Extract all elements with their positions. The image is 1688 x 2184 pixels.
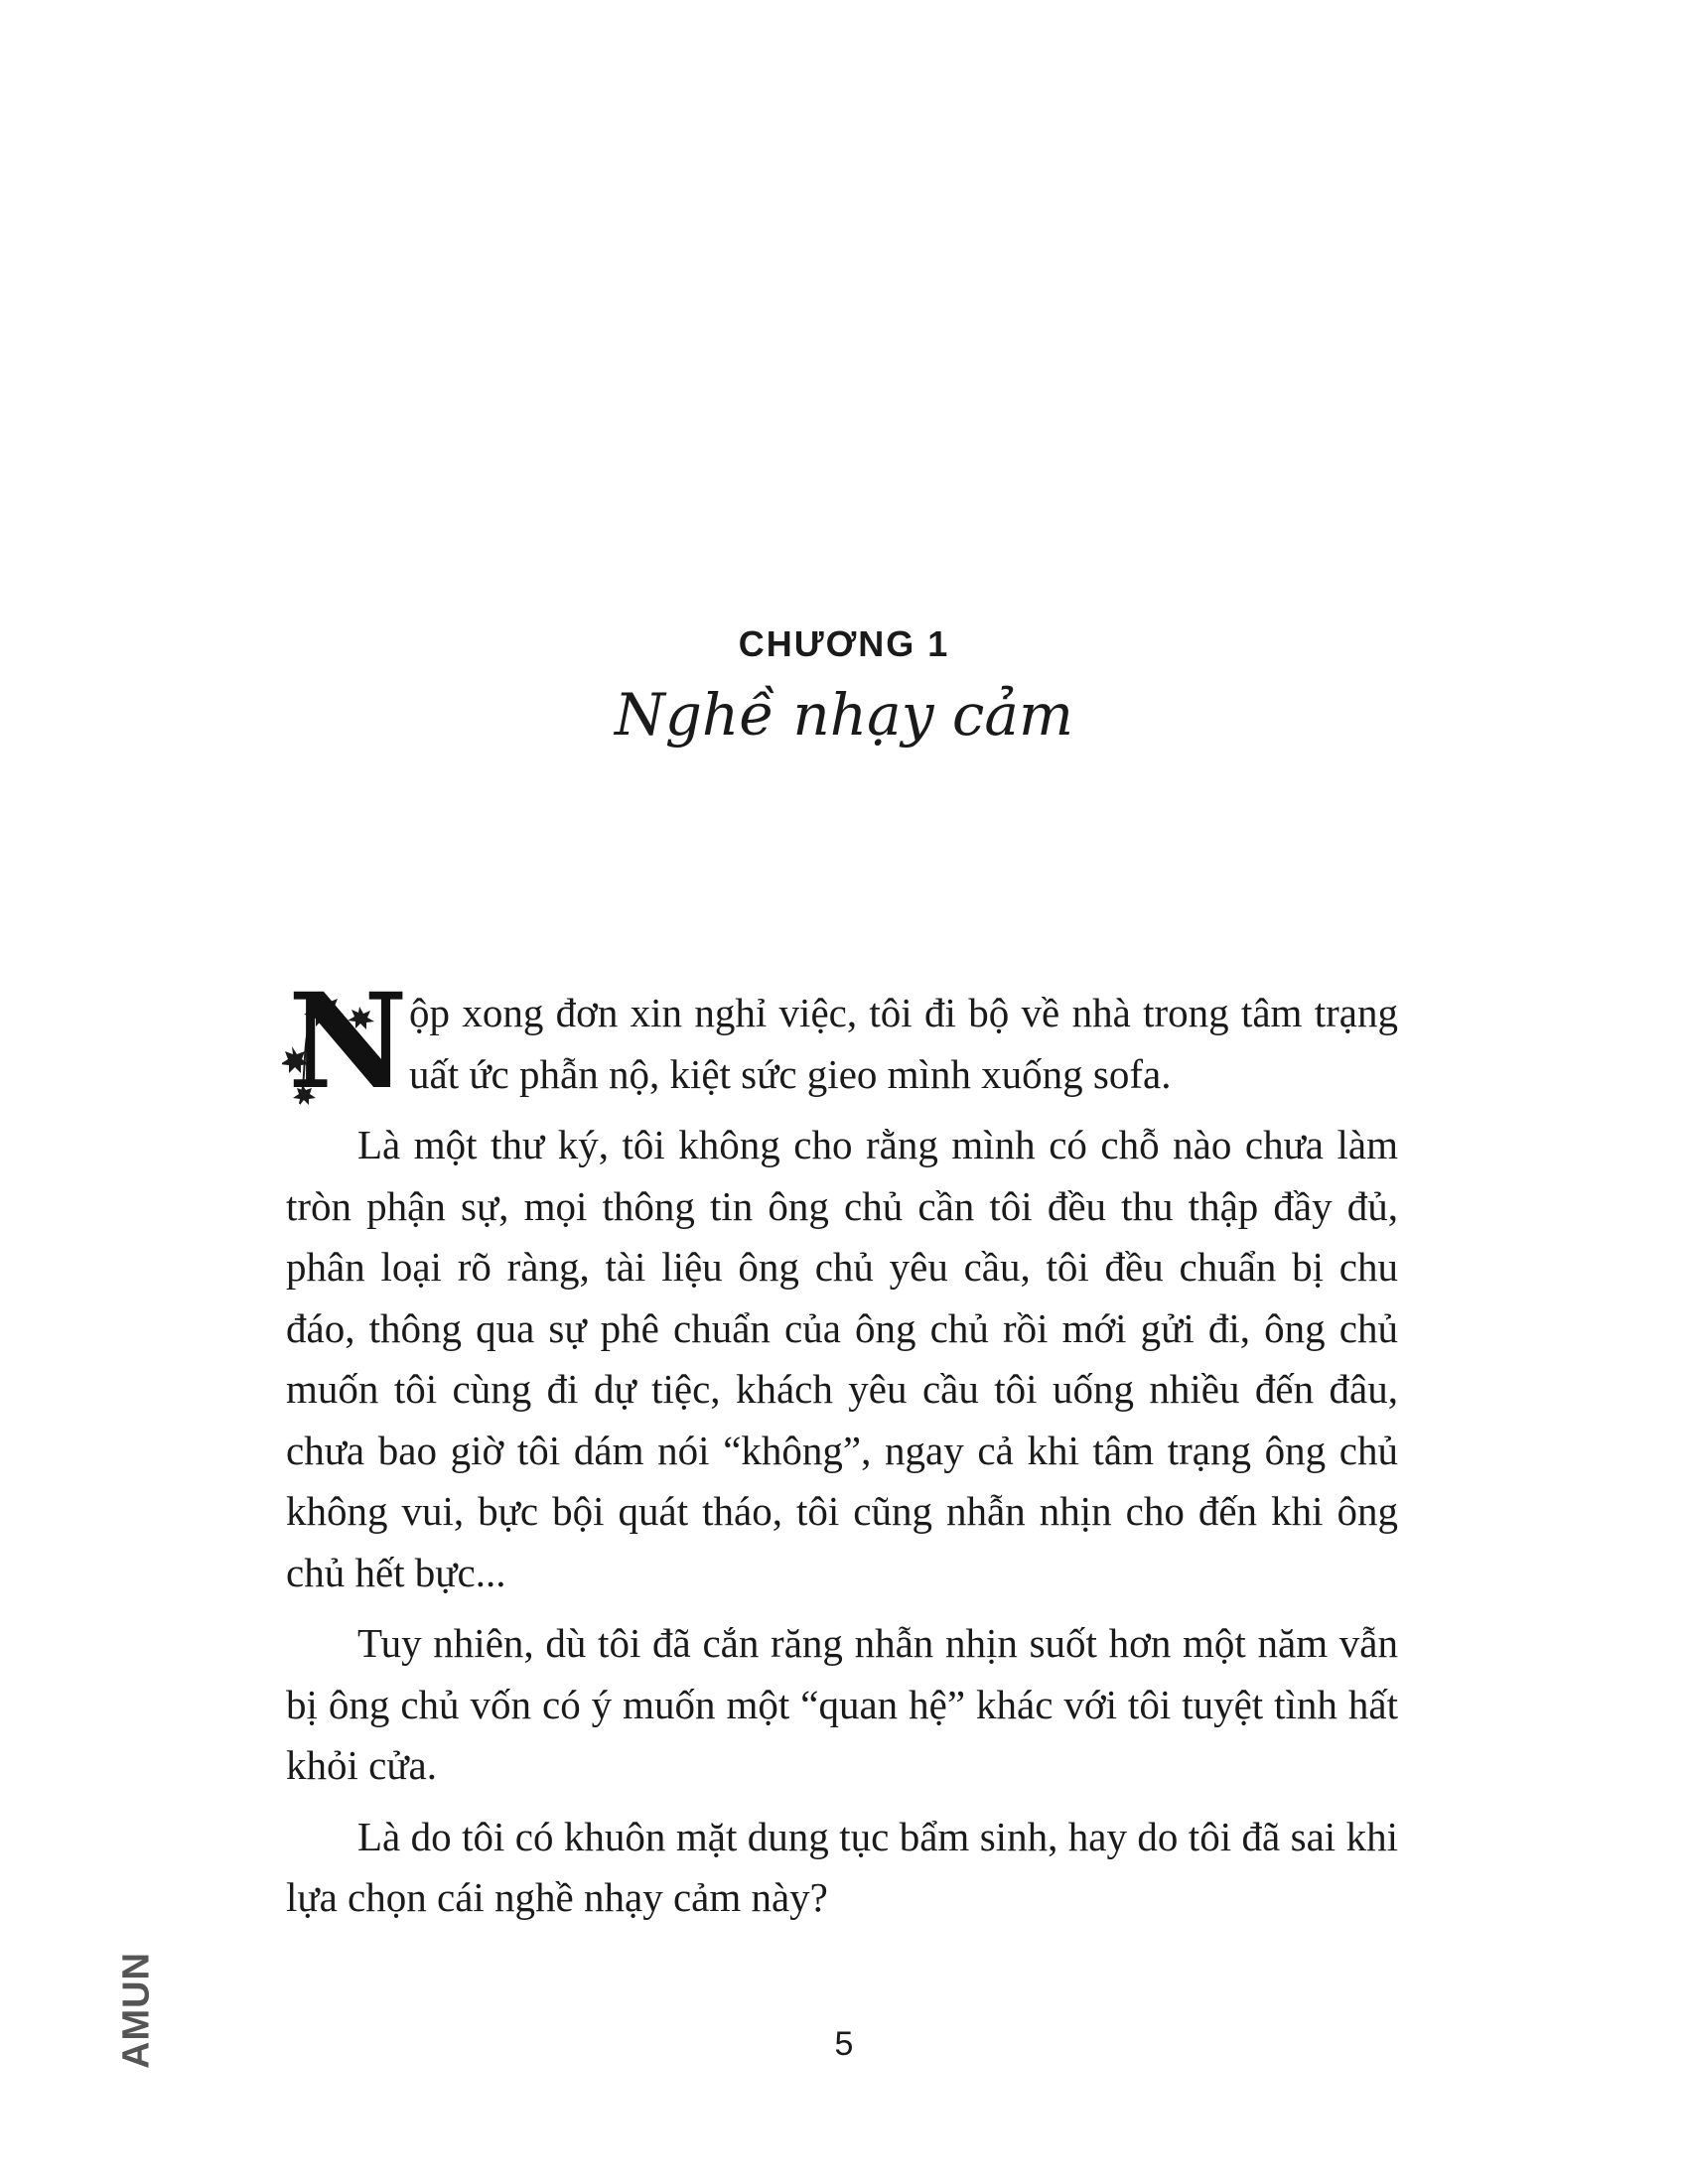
- publisher-name: AMUN: [115, 1952, 158, 2069]
- paragraph-2: Là một thư ký, tôi không cho rằng mình có chỗ nào chưa làm tròn phận sự, mọi thông tin ông chủ cần tôi đều thu thập đầy đủ, phân loại rõ ràng, tài liệu ông chủ yêu cầu, tôi đều chuẩn bị chu đáo, thông qua sự phê chuẩn của ông chủ rồi mới gửi đi, ông chủ muốn tôi cùng đi dự tiệc, khách yêu cầu tôi uống nhiều đến đâu, chưa bao giờ tôi dám nói “không”, ngay cả khi tâm trạng ông chủ không vui, bực bội quát tháo, tôi cũng nhẫn nhịn cho đến khi ông chủ hết bực...: [286, 1122, 1398, 1595]
- paragraph-1-text: ộp xong đơn xin nghỉ việc, tôi đi bộ về nhà trong tâm trạng uất ức phẫn nộ, kiệt sức gieo mình xuống sofa.: [409, 990, 1398, 1097]
- paragraph-3: Tuy nhiên, dù tôi đã cắn răng nhẫn nhịn suốt hơn một năm vẫn bị ông chủ vốn có ý muốn một “quan hệ” khác với tôi tuyệt tình hất khỏi cửa.: [286, 1620, 1398, 1788]
- paragraph-1: [286, 965, 1398, 1119]
- dropcap-letter: N: [288, 965, 408, 1119]
- paragraph-4: Là do tôi có khuôn mặt dung tục bẩm sinh, hay do tôi đã sai khi lựa chọn cái nghề nhạy cảm này?: [286, 1813, 1398, 1920]
- chapter-title: Nghề nhạy cảm: [615, 681, 1073, 749]
- chapter-label: CHƯƠNG 1: [738, 623, 950, 664]
- page-number: 5: [834, 2025, 854, 2063]
- chapter-body: [286, 965, 1398, 1939]
- dropcap: [282, 965, 408, 1119]
